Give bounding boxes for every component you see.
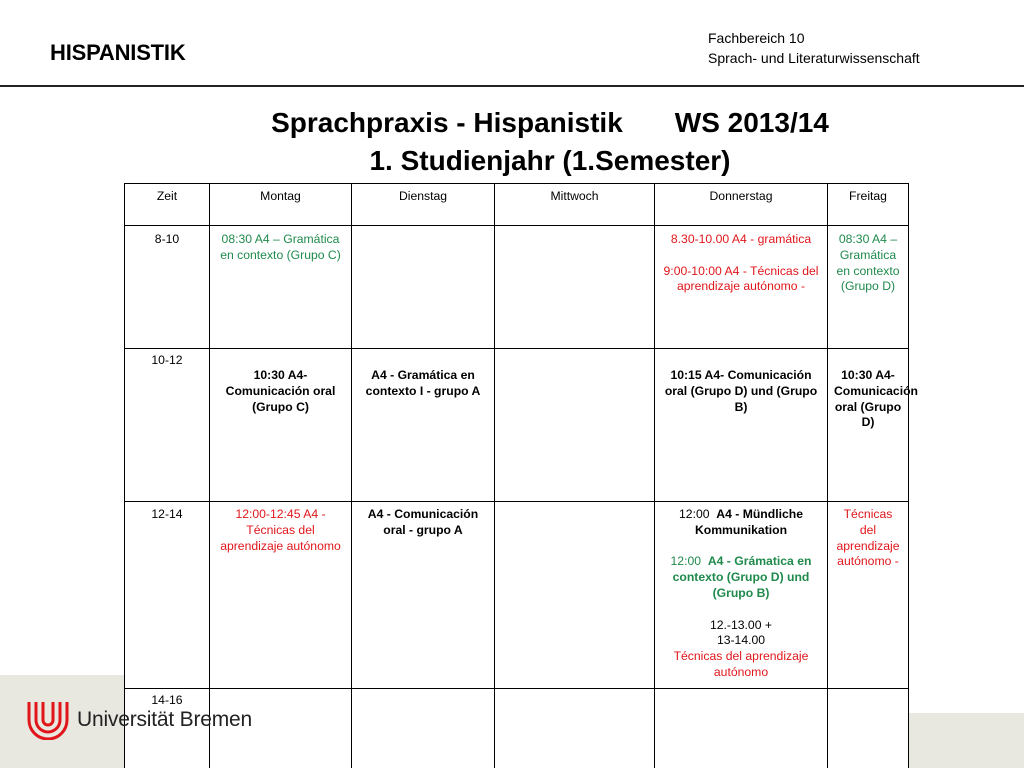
header-freitag: Freitag (828, 184, 909, 226)
cell-thu-10-12 (655, 349, 828, 502)
course-entry: 08:30 A4 – Gramática en contexto (Grupo C) (220, 232, 341, 262)
cell-tue-14-16 (352, 689, 495, 768)
cell-mon-8-10 (210, 226, 352, 349)
cell-tue-8-10 (352, 226, 495, 349)
cell-tue-12-14 (352, 502, 495, 689)
course-entry: 12:00-12:45 A4 - Técnicas del aprendizaje autónomo (220, 507, 341, 553)
course-entry: A4 - Gramática en contexto I - grupo A (365, 368, 481, 398)
course-entry (661, 507, 821, 539)
department-title: HISPANISTIK (50, 40, 186, 65)
table-row (125, 349, 909, 502)
course-entry: 10:30 A4- Comunicación oral (Grupo D) (834, 368, 918, 430)
time-cell: 10-12 (125, 349, 210, 502)
title-semester: WS 2013/14 (674, 107, 829, 138)
course-time-range: 12.-13.00 + (709, 617, 772, 632)
course-title: A4 - Mündliche Kommunikation (694, 507, 803, 537)
time-cell: 12-14 (125, 502, 210, 689)
university-bremen-logo-icon (25, 700, 71, 740)
course-time: 12:00 (670, 554, 702, 569)
course-time: 12:00 (679, 507, 710, 521)
course-entry: 08:30 A4 – Gramática en contexto (Grupo D) (836, 232, 900, 294)
cell-mon-12-14 (210, 502, 352, 689)
cell-mon-10-12 (210, 349, 352, 502)
cell-wed-10-12 (495, 349, 655, 502)
time-cell: 14-16 (125, 689, 210, 768)
course-entry: 10:15 A4- Comunicación oral (Grupo D) und (Grupo B) (664, 368, 818, 414)
course-entry: Técnicas del aprendizaje autónomo (673, 649, 809, 679)
table-row (125, 502, 909, 689)
table-row (125, 226, 909, 349)
title-course: Sprachpraxis - Hispanistik (271, 107, 623, 138)
university-logo (25, 700, 252, 740)
cell-wed-8-10 (495, 226, 655, 349)
slide-title (200, 104, 900, 180)
course-entry: 9:00-10:00 A4 - Técnicas del aprendizaje autónomo - (663, 263, 819, 294)
course-time-range: 13-14.00 (716, 633, 766, 648)
cell-fri-8-10 (828, 226, 909, 349)
cell-wed-12-14 (495, 502, 655, 689)
table-header-row (125, 184, 909, 226)
header-montag: Montag (210, 184, 352, 226)
cell-tue-10-12 (352, 349, 495, 502)
cell-thu-14-16 (655, 689, 828, 768)
course-entry: Técnicas del aprendizaje autónomo - (836, 507, 900, 569)
cell-thu-12-14 (655, 502, 828, 689)
faculty-line-1: Fachbereich 10 (708, 30, 805, 46)
header-divider (0, 85, 1024, 87)
cell-fri-14-16 (828, 689, 909, 768)
slide-title-line-1 (200, 104, 900, 142)
cell-thu-8-10 (655, 226, 828, 349)
course-entry: 10:30 A4- Comunicación oral (Grupo C) (225, 368, 336, 414)
header-donnerstag: Donnerstag (655, 184, 828, 226)
course-entry: 8.30-10.00 A4 - gramática (670, 232, 812, 246)
course-title: A4 - Grámatica en contexto (Grupo D) und (Grupo B) (672, 554, 812, 600)
course-entry: A4 - Comunicación oral - grupo A (367, 507, 479, 537)
header-zeit: Zeit (125, 184, 210, 226)
course-entry (661, 554, 821, 601)
university-name: Universität Bremen (77, 708, 252, 731)
cell-wed-14-16 (495, 689, 655, 768)
slide-subtitle: 1. Studienjahr (1.Semester) (369, 145, 731, 176)
cell-fri-12-14 (828, 502, 909, 689)
header-dienstag: Dienstag (352, 184, 495, 226)
schedule-table (124, 183, 918, 768)
header-mittwoch: Mittwoch (495, 184, 655, 226)
cell-fri-10-12 (828, 349, 918, 502)
faculty-line-2: Sprach- und Literaturwissenschaft (708, 50, 920, 66)
time-cell: 8-10 (125, 226, 210, 349)
faculty-info (708, 28, 920, 68)
